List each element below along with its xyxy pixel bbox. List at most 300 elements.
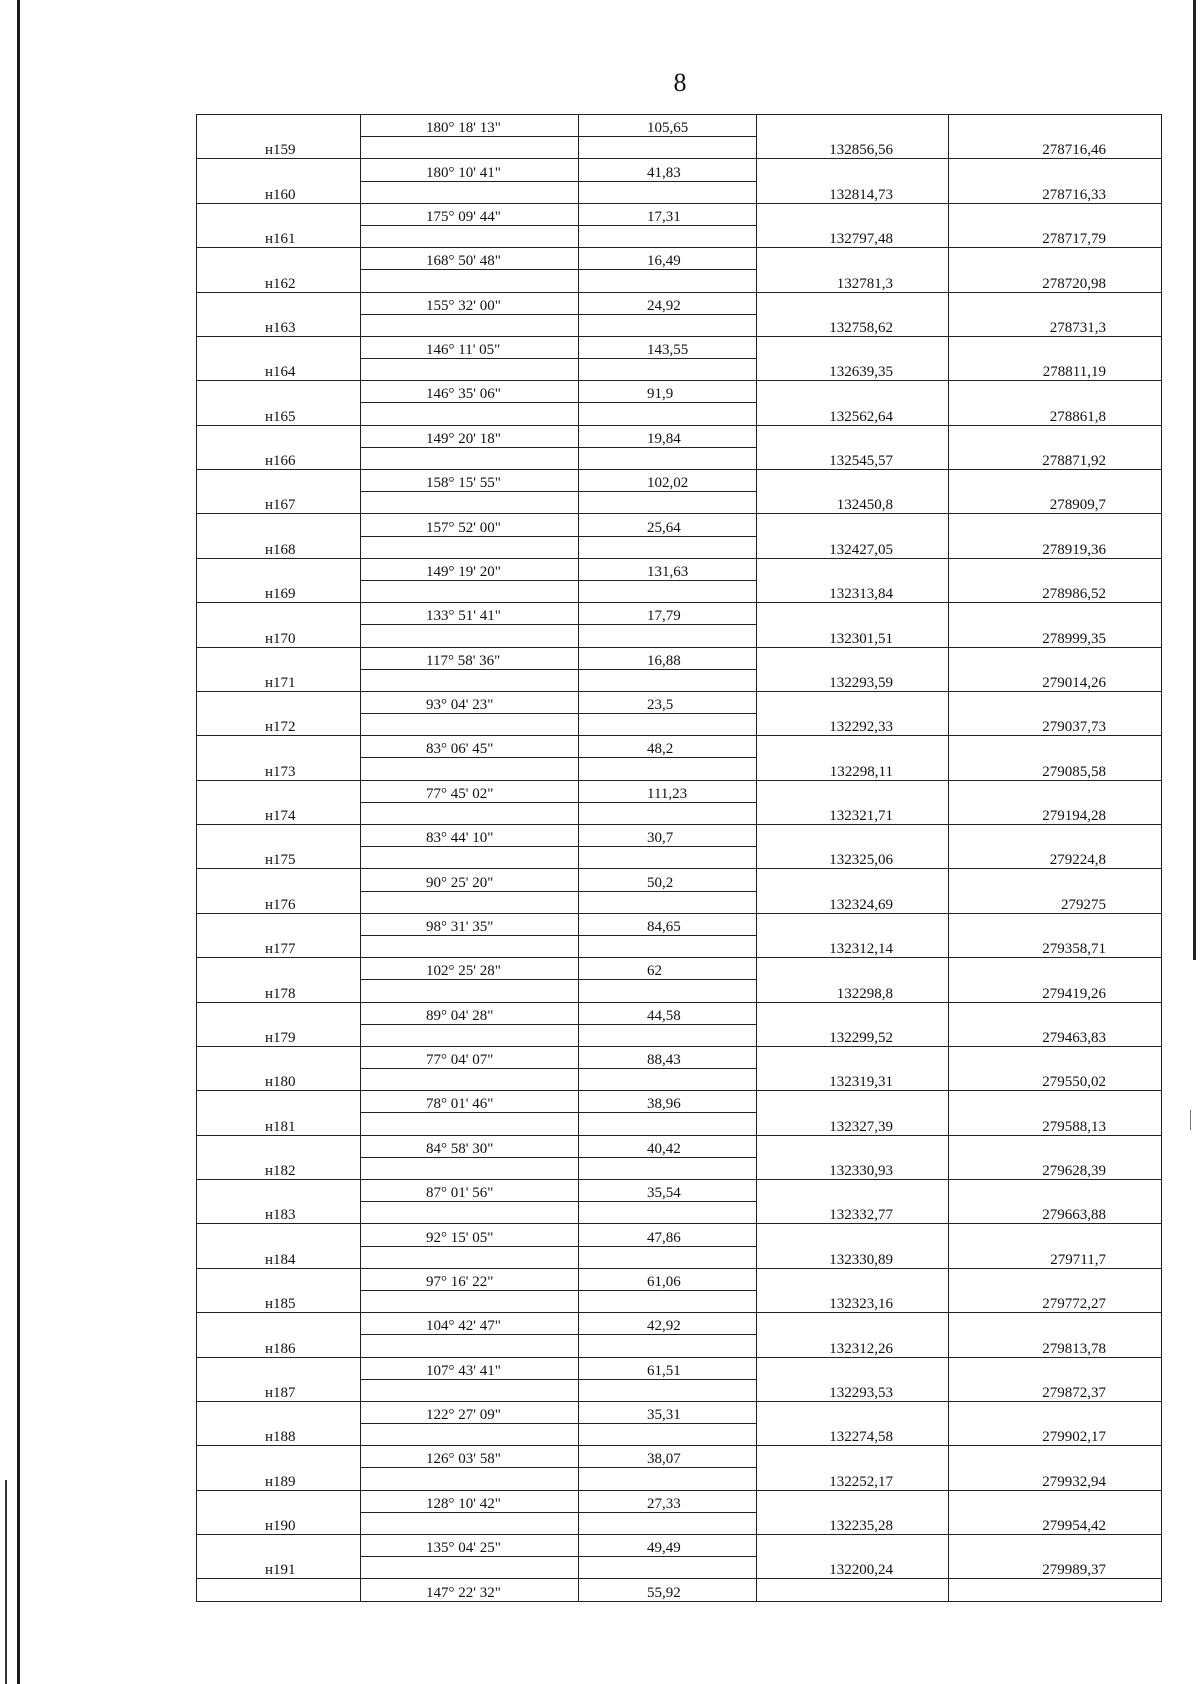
segment-row [197,1002,1162,1024]
empty-cell [757,647,949,669]
empty-cell [361,980,579,1002]
coord-x: 132235,28 [757,1512,949,1534]
direction-angle: 180° 18' 13" [361,115,579,137]
segment-length: 91,9 [579,381,757,403]
empty-cell [949,381,1162,403]
empty-cell [197,1091,361,1113]
direction-angle: 158° 15' 55" [361,470,579,492]
empty-cell [579,935,757,957]
empty-cell [197,514,361,536]
segment-row [197,1490,1162,1512]
empty-cell [949,1579,1162,1601]
empty-cell [579,714,757,736]
empty-cell [361,1512,579,1534]
empty-cell [197,603,361,625]
coord-x: 132758,62 [757,314,949,336]
empty-cell [579,403,757,425]
direction-angle: 77° 04' 07" [361,1046,579,1068]
empty-cell [197,381,361,403]
direction-angle: 147° 22' 32" [361,1579,579,1601]
empty-cell [757,336,949,358]
coord-x: 132293,59 [757,669,949,691]
empty-cell [361,447,579,469]
segment-row [197,1224,1162,1246]
empty-cell [197,1135,361,1157]
empty-cell [949,1535,1162,1557]
empty-cell [757,203,949,225]
point-row [197,137,1162,159]
segment-row [197,292,1162,314]
point-row [197,891,1162,913]
empty-cell [361,891,579,913]
empty-cell [197,869,361,891]
point-row [197,1202,1162,1224]
empty-cell [757,292,949,314]
direction-angle: 97° 16' 22" [361,1268,579,1290]
empty-cell [757,1268,949,1290]
empty-cell [361,1202,579,1224]
segment-length: 24,92 [579,292,757,314]
coord-y: 279358,71 [949,935,1162,957]
direction-angle: 128° 10' 42" [361,1490,579,1512]
segment-row [197,558,1162,580]
point-row [197,1024,1162,1046]
empty-cell [757,1446,949,1468]
point-name: н191 [197,1557,361,1579]
segment-row [197,381,1162,403]
empty-cell [949,159,1162,181]
coord-x: 132327,39 [757,1113,949,1135]
segment-row [197,603,1162,625]
empty-cell [197,780,361,802]
coord-x: 132545,57 [757,447,949,469]
empty-cell [579,980,757,1002]
segment-row [197,1268,1162,1290]
coord-y: 279085,58 [949,758,1162,780]
point-name: н167 [197,492,361,514]
coord-x: 132325,06 [757,847,949,869]
empty-cell [949,1357,1162,1379]
segment-length: 25,64 [579,514,757,536]
empty-cell [361,1024,579,1046]
coord-x: 132200,24 [757,1557,949,1579]
empty-cell [361,1557,579,1579]
empty-cell [197,115,361,137]
point-name: н170 [197,625,361,647]
segment-length: 61,06 [579,1268,757,1290]
coord-x: 132313,84 [757,580,949,602]
empty-cell [197,470,361,492]
empty-cell [197,203,361,225]
point-name: н178 [197,980,361,1002]
coord-y: 279275 [949,891,1162,913]
empty-cell [361,847,579,869]
empty-cell [361,1113,579,1135]
coord-y: 279902,17 [949,1424,1162,1446]
coord-y: 279872,37 [949,1379,1162,1401]
coordinates-table [196,114,1162,1602]
point-name: н176 [197,891,361,913]
empty-cell [757,159,949,181]
empty-cell [361,137,579,159]
empty-cell [757,1401,949,1423]
segment-length: 44,58 [579,1002,757,1024]
empty-cell [197,336,361,358]
segment-row [197,115,1162,137]
empty-cell [579,1069,757,1091]
direction-angle: 78° 01' 46" [361,1091,579,1113]
direction-angle: 126° 03' 58" [361,1446,579,1468]
direction-angle: 83° 44' 10" [361,825,579,847]
segment-row [197,1401,1162,1423]
segment-length: 42,92 [579,1313,757,1335]
segment-length: 105,65 [579,115,757,137]
coord-y: 279194,28 [949,802,1162,824]
point-name: н169 [197,580,361,602]
empty-cell [361,758,579,780]
empty-cell [197,913,361,935]
point-name: н160 [197,181,361,203]
segment-row [197,1180,1162,1202]
empty-cell [579,359,757,381]
coord-y: 278717,79 [949,225,1162,247]
empty-cell [757,1490,949,1512]
empty-cell [197,1579,361,1601]
direction-angle: 146° 35' 06" [361,381,579,403]
direction-angle: 98° 31' 35" [361,913,579,935]
empty-cell [579,1468,757,1490]
direction-angle: 168° 50' 48" [361,248,579,270]
empty-cell [361,403,579,425]
segment-row [197,958,1162,980]
coord-y: 278716,33 [949,181,1162,203]
empty-cell [579,758,757,780]
segment-length: 16,88 [579,647,757,669]
segment-row [197,1046,1162,1068]
empty-cell [579,891,757,913]
empty-cell [197,425,361,447]
empty-cell [757,869,949,891]
empty-cell [949,1002,1162,1024]
point-row [197,847,1162,869]
direction-angle: 149° 20' 18" [361,425,579,447]
coord-x: 132330,93 [757,1157,949,1179]
segment-row [197,248,1162,270]
coord-x: 132319,31 [757,1069,949,1091]
segment-row [197,780,1162,802]
coord-y: 278716,46 [949,137,1162,159]
empty-cell [949,558,1162,580]
point-row [197,403,1162,425]
empty-cell [197,691,361,713]
coord-x: 132312,14 [757,935,949,957]
empty-cell [197,159,361,181]
coord-y: 278861,8 [949,403,1162,425]
coord-y: 279037,73 [949,714,1162,736]
empty-cell [949,1313,1162,1335]
coord-x: 132252,17 [757,1468,949,1490]
empty-cell [757,1135,949,1157]
coord-x: 132321,71 [757,802,949,824]
coord-x: 132292,33 [757,714,949,736]
empty-cell [757,1224,949,1246]
empty-cell [579,1246,757,1268]
point-row [197,802,1162,824]
direction-angle: 87° 01' 56" [361,1180,579,1202]
coord-x: 132639,35 [757,359,949,381]
empty-cell [757,825,949,847]
empty-cell [579,625,757,647]
empty-cell [579,137,757,159]
point-name: н163 [197,314,361,336]
empty-cell [361,314,579,336]
segment-length: 38,96 [579,1091,757,1113]
segment-row [197,425,1162,447]
empty-cell [197,1535,361,1557]
empty-cell [361,625,579,647]
coordinates-table-body [197,115,1162,1602]
point-name: н165 [197,403,361,425]
point-row [197,270,1162,292]
empty-cell [949,514,1162,536]
coord-x: 132814,73 [757,181,949,203]
segment-length: 62 [579,958,757,980]
point-name: н161 [197,225,361,247]
empty-cell [197,958,361,980]
point-name: н185 [197,1290,361,1312]
empty-cell [949,203,1162,225]
empty-cell [949,825,1162,847]
empty-cell [361,580,579,602]
empty-cell [361,359,579,381]
segment-row [197,1446,1162,1468]
empty-cell [361,1379,579,1401]
direction-angle: 104° 42' 47" [361,1313,579,1335]
point-name: н183 [197,1202,361,1224]
segment-length: 19,84 [579,425,757,447]
empty-cell [361,536,579,558]
empty-cell [579,580,757,602]
empty-cell [579,447,757,469]
segment-row [197,691,1162,713]
empty-cell [757,691,949,713]
coord-x: 132293,53 [757,1379,949,1401]
point-name: н168 [197,536,361,558]
empty-cell [949,336,1162,358]
segment-length: 16,49 [579,248,757,270]
empty-cell [579,1512,757,1534]
point-name: н179 [197,1024,361,1046]
point-row [197,980,1162,1002]
point-row [197,1424,1162,1446]
empty-cell [197,1446,361,1468]
point-name: н172 [197,714,361,736]
coord-y: 279588,13 [949,1113,1162,1135]
empty-cell [197,248,361,270]
direction-angle: 77° 45' 02" [361,780,579,802]
point-row [197,669,1162,691]
empty-cell [361,714,579,736]
empty-cell [361,1335,579,1357]
point-row [197,714,1162,736]
empty-cell [197,1224,361,1246]
empty-cell [579,314,757,336]
scan-border-right-mark [1190,1110,1191,1130]
empty-cell [757,1535,949,1557]
segment-row [197,159,1162,181]
empty-cell [579,1424,757,1446]
coord-x: 132301,51 [757,625,949,647]
empty-cell [757,1002,949,1024]
empty-cell [197,558,361,580]
empty-cell [197,1490,361,1512]
segment-length: 131,63 [579,558,757,580]
segment-length: 41,83 [579,159,757,181]
segment-length: 102,02 [579,470,757,492]
segment-length: 49,49 [579,1535,757,1557]
direction-angle: 175° 09' 44" [361,203,579,225]
segment-row [197,1357,1162,1379]
empty-cell [949,248,1162,270]
segment-row [197,1135,1162,1157]
scan-border-right [1193,0,1196,960]
coord-y: 279772,27 [949,1290,1162,1312]
segment-row [197,825,1162,847]
empty-cell [757,1313,949,1335]
point-name: н186 [197,1335,361,1357]
segment-length: 30,7 [579,825,757,847]
empty-cell [579,270,757,292]
empty-cell [757,958,949,980]
point-name: н181 [197,1113,361,1135]
point-row [197,1113,1162,1135]
empty-cell [197,1002,361,1024]
empty-cell [949,691,1162,713]
segment-row [197,1579,1162,1601]
point-row [197,580,1162,602]
coord-x: 132856,56 [757,137,949,159]
empty-cell [949,1490,1162,1512]
direction-angle: 155° 32' 00" [361,292,579,314]
coord-y: 278999,35 [949,625,1162,647]
segment-length: 55,92 [579,1579,757,1601]
point-row [197,1290,1162,1312]
empty-cell [757,780,949,802]
coord-y: 279663,88 [949,1202,1162,1224]
empty-cell [949,115,1162,137]
coord-y: 279711,7 [949,1246,1162,1268]
empty-cell [579,225,757,247]
coord-y: 279628,39 [949,1157,1162,1179]
coord-x: 132781,3 [757,270,949,292]
coord-x: 132427,05 [757,536,949,558]
empty-cell [361,181,579,203]
segment-length: 50,2 [579,869,757,891]
point-name: н177 [197,935,361,957]
coord-y: 279813,78 [949,1335,1162,1357]
empty-cell [949,1135,1162,1157]
empty-cell [361,1290,579,1312]
empty-cell [949,913,1162,935]
coord-y: 279224,8 [949,847,1162,869]
coord-x: 132274,58 [757,1424,949,1446]
empty-cell [949,1268,1162,1290]
point-row [197,758,1162,780]
empty-cell [757,736,949,758]
direction-angle: 83° 06' 45" [361,736,579,758]
empty-cell [361,669,579,691]
direction-angle: 117° 58' 36" [361,647,579,669]
coord-y: 279419,26 [949,980,1162,1002]
point-row [197,1069,1162,1091]
point-row [197,447,1162,469]
empty-cell [361,1424,579,1446]
point-name: н164 [197,359,361,381]
empty-cell [197,1357,361,1379]
segment-row [197,913,1162,935]
point-name: н173 [197,758,361,780]
direction-angle: 89° 04' 28" [361,1002,579,1024]
point-name: н166 [197,447,361,469]
coord-y: 279989,37 [949,1557,1162,1579]
segment-row [197,1091,1162,1113]
empty-cell [361,1157,579,1179]
point-name: н159 [197,137,361,159]
empty-cell [361,492,579,514]
empty-cell [757,603,949,625]
point-row [197,181,1162,203]
empty-cell [579,1335,757,1357]
empty-cell [757,558,949,580]
empty-cell [949,470,1162,492]
empty-cell [949,1401,1162,1423]
segment-row [197,470,1162,492]
empty-cell [949,1180,1162,1202]
direction-angle: 135° 04' 25" [361,1535,579,1557]
empty-cell [757,1180,949,1202]
segment-length: 111,23 [579,780,757,802]
empty-cell [579,1557,757,1579]
point-name: н175 [197,847,361,869]
segment-length: 35,31 [579,1401,757,1423]
direction-angle: 102° 25' 28" [361,958,579,980]
coord-x: 132324,69 [757,891,949,913]
empty-cell [949,736,1162,758]
empty-cell [197,1180,361,1202]
point-name: н174 [197,802,361,824]
empty-cell [197,1313,361,1335]
coord-y: 279014,26 [949,669,1162,691]
point-name: н171 [197,669,361,691]
empty-cell [757,381,949,403]
point-row [197,1157,1162,1179]
direction-angle: 107° 43' 41" [361,1357,579,1379]
coord-y: 278986,52 [949,580,1162,602]
coord-y: 278811,19 [949,359,1162,381]
direction-angle: 133° 51' 41" [361,603,579,625]
point-name: н188 [197,1424,361,1446]
segment-length: 27,33 [579,1490,757,1512]
empty-cell [579,1113,757,1135]
empty-cell [361,802,579,824]
coord-x: 132323,16 [757,1290,949,1312]
segment-length: 40,42 [579,1135,757,1157]
empty-cell [757,1579,949,1601]
empty-cell [197,1046,361,1068]
direction-angle: 122° 27' 09" [361,1401,579,1423]
point-row [197,225,1162,247]
coord-y: 278909,7 [949,492,1162,514]
